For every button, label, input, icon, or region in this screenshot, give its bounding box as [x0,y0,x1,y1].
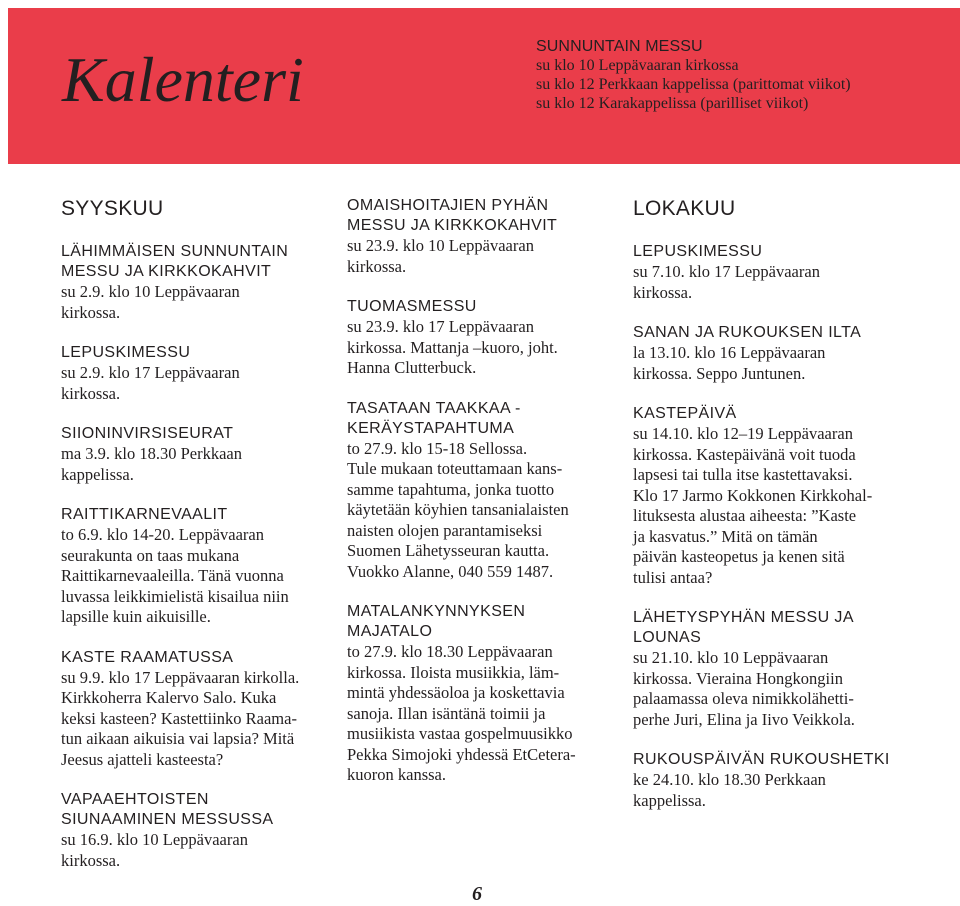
event-text-line: su 21.10. klo 10 Leppävaaran [633,648,829,667]
event-text-line: kappelissa. [61,464,134,484]
event-text-line: päivän kasteopetus ja kenen sitä [633,547,845,566]
event-text-line: käytetään köyhien tansanialaisten [347,500,569,519]
event-text-line: kirkossa. [61,850,121,870]
event-title-line: SANAN JA RUKOUKSEN ILTA [633,324,862,341]
event-title [61,242,331,282]
event-text-line: kirkossa. [633,282,693,302]
month-heading: LOKAKUU [633,197,736,220]
event-title [633,323,918,343]
event-title-line: MESSU JA KIRKKOKAHVIT [61,263,272,280]
event-text-line: kappelissa. [633,790,706,810]
event-description [61,525,331,628]
event-description [633,770,918,811]
event-text-line: Vuokko Alanne, 040 559 1487. [347,561,554,581]
calendar-event [347,196,617,277]
event-text-line: kirkossa. Vieraina Hongkongiin [633,668,843,688]
event-title-line: SIUNAAMINEN MESSUSSA [61,811,274,828]
calendar-event [61,505,331,628]
event-text-line: samme tapahtuma, jonka tuotto [347,479,555,499]
calendar-event [633,404,918,588]
event-title-line: LOUNAS [633,629,702,646]
event-description [61,444,331,485]
event-text-line: kirkossa. Kastepäivänä voit tuoda [633,444,856,464]
event-text-line: lapsesi tai tulla itse kastettavaksi. [633,465,853,484]
event-title-line: LÄHETYSPYHÄN MESSU JA [633,609,854,626]
event-text-line: su 16.9. klo 10 Leppävaaran [61,830,248,849]
event-text-line: Hanna Clutterbuck. [347,358,477,377]
event-text-line: to 27.9. klo 15-18 Sellossa. [347,438,528,458]
event-text-line: kirkossa. Seppo Juntunen. [633,363,806,383]
event-title-line: RAITTIKARNEVAALIT [61,506,228,523]
month-heading: SYYSKUU [61,197,164,220]
event-text-line: Tule mukaan toteuttamaan kans- [347,459,563,478]
event-text-line: kirkossa. Iloista musiikkia, läm- [347,662,560,682]
sunday-mass-info [536,37,956,113]
calendar-column-october [633,196,918,831]
event-text-line: to 27.9. klo 18.30 Leppävaaran [347,642,553,661]
event-title [633,242,918,262]
event-title-line: LEPUSKIMESSU [633,243,763,260]
event-description [61,830,331,871]
event-text-line: tun aikaan aikuisia vai lapsia? Mitä [61,729,295,748]
event-text-line: su 2.9. klo 10 Leppävaaran [61,282,240,301]
page-title: Kalenteri [62,44,304,115]
event-text-line: to 6.9. klo 14-20. Leppävaaran [61,525,264,544]
event-text-line: seurakunta on taas mukana [61,545,240,565]
event-text-line: musiikista vastaa gospelmuusikko [347,724,573,743]
event-description [347,317,617,379]
event-text-line: kirkossa. Mattanja –kuoro, joht. [347,337,558,357]
event-description [61,282,331,323]
event-text-line: kirkossa. [61,302,121,322]
event-title [633,608,918,648]
event-description [347,439,617,583]
sunday-mass-heading: SUNNUNTAIN MESSU [536,38,703,55]
sunday-mass-line: su klo 12 Perkkaan kappelissa (parittomat viikot) [536,76,851,93]
event-title-line: KASTEPÄIVÄ [633,405,737,422]
event-text-line: kirkossa. [347,256,407,276]
event-text-line: Raittikarnevaaleilla. Tänä vuonna [61,566,284,585]
event-text-line: palaamassa oleva nimikkolähetti- [633,689,854,708]
event-title-line: LEPUSKIMESSU [61,344,191,361]
event-title-line: TASATAAN TAAKKAA - [347,399,521,417]
event-text-line: perhe Juri, Elina ja Iivo Veikkola. [633,709,855,729]
event-description [61,668,331,771]
event-text-line: ke 24.10. klo 18.30 Perkkaan [633,770,826,789]
calendar-event [61,343,331,404]
event-text-line: ma 3.9. klo 18.30 Perkkaan [61,444,243,463]
calendar-event [633,242,918,303]
sunday-mass-line: su klo 10 Leppävaaran kirkossa [536,57,739,74]
event-text-line: luvassa leikkimielistä kisailua niin [61,586,289,606]
calendar-event [347,297,617,379]
event-title [347,196,617,236]
event-text-line: Suomen Lähetysseuran kautta. [347,541,550,560]
event-title [347,399,617,439]
event-text-line: lituksesta alustaa aiheesta: ”Kaste [633,506,857,525]
event-text-line: lapsille kuin aikuisille. [61,607,211,626]
calendar-column-september [61,196,331,891]
event-title [633,404,918,424]
event-title [61,648,331,668]
event-text-line: su 2.9. klo 17 Leppävaaran [61,363,240,382]
calendar-column-late-september [347,196,617,806]
event-description [347,236,617,277]
header-banner [8,8,960,164]
calendar-event [347,399,617,583]
sunday-mass-line: su klo 12 Karakappelissa (parilliset viikot) [536,95,809,112]
event-title [347,602,617,642]
event-title-line: RUKOUSPÄIVÄN RUKOUSHETKI [633,751,890,768]
event-title [61,505,331,525]
page-number: 6 [472,883,482,905]
event-text-line: naisten olojen parantamiseksi [347,520,543,540]
calendar-event [633,750,918,811]
event-title-line: MAJATALO [347,623,433,640]
calendar-event [633,323,918,384]
event-text-line: su 9.9. klo 17 Leppävaaran kirkolla. [61,667,300,687]
event-title [61,343,331,363]
event-text-line: kirkossa. [61,383,121,403]
calendar-event [61,242,331,323]
event-title-line: OMAISHOITAJIEN PYHÄN [347,197,549,214]
event-description [633,262,918,303]
event-text-line: mintä yhdessäoloa ja koskettavia [347,683,565,702]
event-text-line: la 13.10. klo 16 Leppävaaran [633,343,826,362]
event-description [347,642,617,786]
event-text-line: ja kasvatus.” Mitä on tämän [633,526,818,546]
event-text-line: Jeesus ajatteli kasteesta? [61,749,224,769]
event-title-line: KERÄYSTAPAHTUMA [347,419,515,437]
event-text-line: su 23.9. klo 10 Leppävaaran [347,236,534,255]
event-text-line: keksi kasteen? Kastettiinko Raama- [61,708,297,728]
calendar-event [61,648,331,771]
calendar-event [61,790,331,871]
event-text-line: tulisi antaa? [633,567,713,587]
event-description [633,343,918,384]
event-description [633,424,918,588]
event-text-line: sanoja. Illan isäntänä toimii ja [347,703,546,723]
event-text-line: su 23.9. klo 17 Leppävaaran [347,317,534,336]
event-title [61,790,331,830]
event-text-line: su 7.10. klo 17 Leppävaaran [633,262,820,281]
event-text-line: Klo 17 Jarmo Kokkonen Kirkkohal- [633,485,873,505]
event-title-line: TUOMASMESSU [347,298,477,315]
event-text-line: Pekka Simojoki yhdessä EtCetera- [347,744,576,764]
calendar-event [633,608,918,730]
event-text-line: su 14.10. klo 12–19 Leppävaaran [633,424,853,443]
calendar-event [61,424,331,485]
event-title-line: VAPAAEHTOISTEN [61,791,209,808]
event-text-line: Kirkkoherra Kalervo Salo. Kuka [61,688,277,707]
event-text-line: kuoron kanssa. [347,765,446,784]
event-title-line: KASTE RAAMATUSSA [61,648,234,666]
calendar-event [347,602,617,786]
event-description [61,363,331,404]
event-title-line: LÄHIMMÄISEN SUNNUNTAIN [61,243,289,260]
event-title-line: SIIONINVIRSISEURAT [61,425,234,442]
event-title [633,750,918,770]
event-title [61,424,331,444]
event-title [347,297,617,317]
event-description [633,648,918,730]
event-title-line: MATALANKYNNYKSEN [347,603,526,620]
event-title-line: MESSU JA KIRKKOKAHVIT [347,217,558,234]
